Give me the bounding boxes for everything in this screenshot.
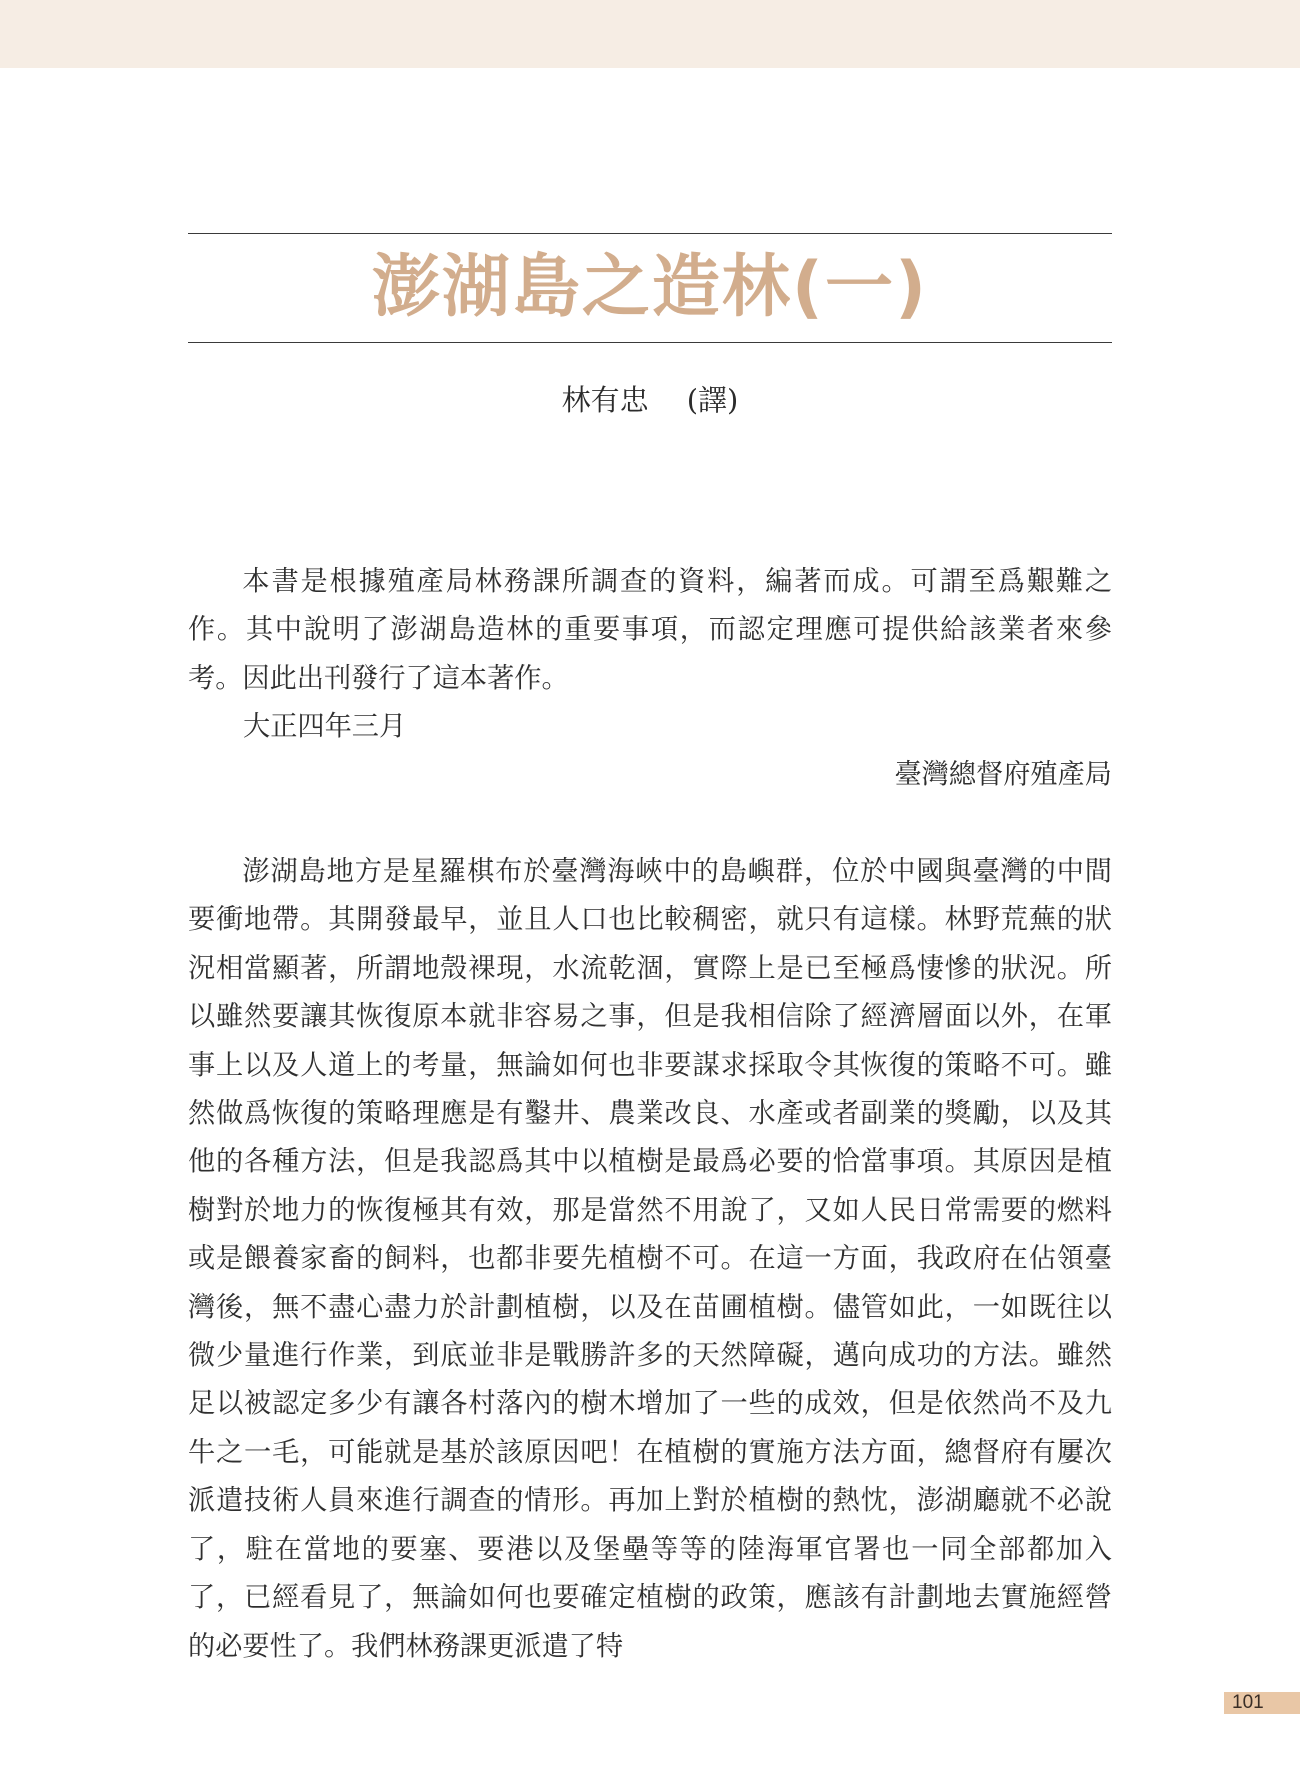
preface-date: 大正四年三月 bbox=[243, 711, 407, 742]
page-number: 101 bbox=[1224, 1692, 1300, 1714]
title-rule-bottom bbox=[188, 342, 1112, 343]
preface-paragraph: 本書是根據殖產局林務課所調查的資料，編著而成。可謂至爲艱難之作。其中說明了澎湖島造林的重要事項，而認定理應可提供給該業者來參考。因此出刊發行了這本著作。 bbox=[188, 566, 1112, 694]
top-header-band bbox=[0, 0, 1300, 68]
translator-role: (譯) bbox=[686, 383, 739, 417]
article-title: 澎湖島之造林(一) bbox=[371, 248, 929, 327]
preface-section bbox=[188, 558, 1112, 703]
title-rule-top bbox=[188, 233, 1112, 234]
body-paragraph: 澎湖島地方是星羅棋布於臺灣海峽中的島嶼群，位於中國與臺灣的中間要衝地帶。其開發最早，並且人口也比較稠密，就只有這樣。林野荒蕪的狀況相當顯著，所謂地殼裸現，水流乾涸，實際上是已至極爲悽慘的狀況。所以雖然要讓其恢復原本就非容易之事，但是我相信除了經濟層面以外，在軍事上以及人道上的考量，無論如何也非要謀求採取令其恢復的策略不可。雖然做爲恢復的策略理應是有鑿井、農業改良、水產或者副業的獎勵，以及其他的各種方法，但是我認爲其中以植樹是最爲必要的恰當事項。其原因是植樹對於地力的恢復極其有效，那是當然不用說了，又如人民日常需要的燃料或是餵養家畜的飼料，也都非要先植樹不可。在這一方面，我政府在佔領臺灣後，無不盡心盡力於計劃植樹，以及在苗圃植樹。儘管如此，一如既往以微少量進行作業，到底並非是戰勝許多的天然障礙，邁向成功的方法。雖然足以被認定多少有讓各村落內的樹木增加了一些的成效，但是依然尚不及九牛之一毛，可能就是基於該原因吧！在植樹的實施方法方面，總督府有屢次派遣技術人員來進行調查的情形。再加上對於植樹的熱忱，澎湖廳就不必說了，駐在當地的要塞、要港以及堡壘等等的陸海軍官署也一同全部都加入了，已經看見了，無論如何也要確定植樹的政策，應該有計劃地去實施經營的必要性了。我們林務課更派遣了特 bbox=[188, 856, 1112, 1662]
preface-signature: 臺灣總督府殖產局 bbox=[894, 759, 1112, 790]
byline bbox=[188, 380, 1112, 420]
main-body-section bbox=[188, 848, 1112, 1671]
author-name: 林有忠 bbox=[561, 383, 649, 417]
